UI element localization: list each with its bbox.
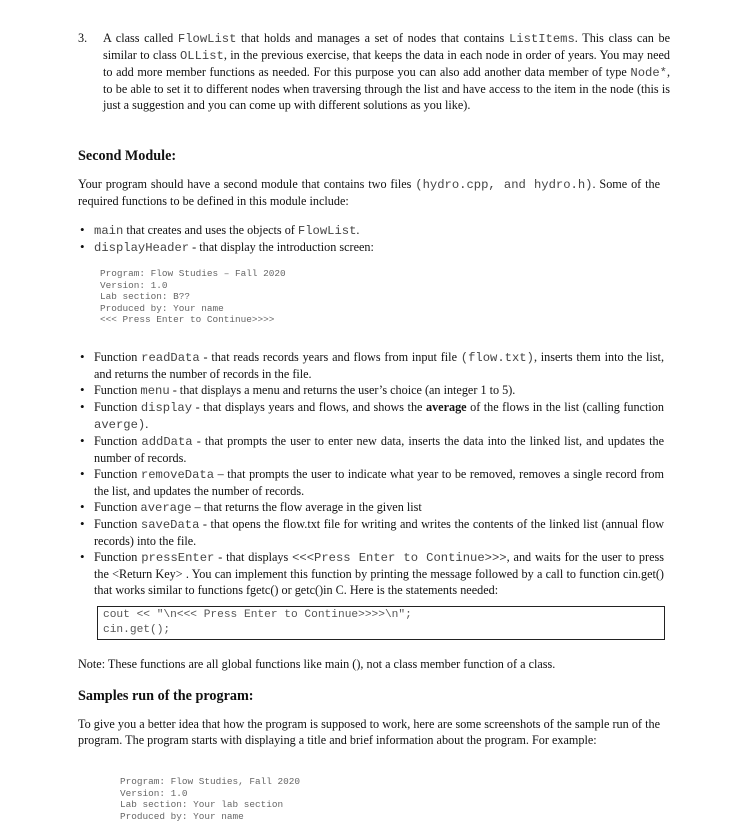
text-run: Function xyxy=(94,400,141,414)
text-run: . xyxy=(145,417,149,431)
code-snippet-box xyxy=(97,606,665,640)
sample-run-output xyxy=(120,776,300,822)
text-run: Function xyxy=(94,550,142,564)
item-3-text xyxy=(103,30,670,113)
text-run: – that returns the flow average in the given list xyxy=(191,500,422,514)
list-item xyxy=(78,399,664,433)
item-number: 3. xyxy=(78,31,88,45)
text-run: - that displays xyxy=(214,550,293,564)
list-item xyxy=(78,222,664,239)
code-line: cin.get(); xyxy=(103,624,171,636)
list-item xyxy=(78,516,664,549)
code-displayheader: displayHeader xyxy=(94,241,190,255)
code-removedata: removeData xyxy=(140,468,215,482)
text-run: Function xyxy=(94,517,141,531)
text-run: - that opens the flow.txt file for writing and writes the contents of the linked list (annual flow records) into the file. xyxy=(94,517,664,548)
second-module-paragraph xyxy=(78,176,660,209)
code-line: Version: 1.0 xyxy=(120,787,188,799)
code-line: <<< Press Enter to Continue>>>> xyxy=(100,314,275,326)
samples-heading: Samples run of the program: xyxy=(78,688,254,704)
code-ollist: OLList xyxy=(179,49,224,63)
list-item xyxy=(78,466,664,499)
text-run: . Some of the required functions to be defined in this module include: xyxy=(78,177,660,208)
text-run: Function xyxy=(94,500,141,514)
code-listitems: ListItems xyxy=(508,32,575,46)
text-run: - that prompts the user to enter new data, inserts the data into the linked list, and updates the number of records. xyxy=(94,434,664,465)
code-line: Produced by: Your name xyxy=(100,302,224,314)
text-run: Function xyxy=(94,434,142,448)
samples-paragraph: To give you a better idea that how the program is supposed to work, here are some screenshots of the sample run of the program. The program starts with displaying a title and brief information about the program. For example: xyxy=(78,717,660,747)
text-run: Function xyxy=(94,350,142,364)
text-run: , inserts them into the list, and returns the number of records in the file. xyxy=(94,350,664,381)
list-item xyxy=(78,239,664,256)
code-node-ptr: Node* xyxy=(630,66,667,80)
list-item xyxy=(78,382,664,399)
text-run: Your program should have a second module that contains two files xyxy=(78,177,416,191)
second-module-heading: Second Module: xyxy=(78,148,177,164)
code-display: display xyxy=(140,401,193,415)
note-paragraph: Note: These functions are all global functions like main (), not a class member function of a class. xyxy=(78,657,556,671)
text-run: that creates and uses the objects of xyxy=(123,223,298,237)
list-item xyxy=(78,549,664,598)
text-run: - that displays a menu and returns the user’s choice (an integer 1 to 5). xyxy=(169,383,516,397)
text-run: Function xyxy=(94,383,141,397)
code-savedata: saveData xyxy=(140,518,200,532)
code-press-enter-msg: <<<Press Enter to Continue>>> xyxy=(292,551,507,565)
code-flowlist: FlowList xyxy=(297,224,357,238)
bold-average: average xyxy=(425,400,467,414)
code-average: average xyxy=(140,501,192,515)
text-run: A class called xyxy=(103,31,178,45)
text-run: . xyxy=(356,223,360,237)
code-line: Produced by: Your name xyxy=(120,810,244,822)
text-run: – that prompts the user to indicate what year to be removed, removes a single record from the list, and updates the number of records. xyxy=(94,467,664,498)
text-run: , in the previous exercise, that keeps the data in each node in order of years. You may need to add more member functions as needed. For this purpose you can also add another data member of type xyxy=(103,48,670,79)
code-line: Lab section: Your lab section xyxy=(120,799,284,811)
item-3-paragraph xyxy=(78,30,670,113)
functions-list xyxy=(78,349,664,598)
list-item xyxy=(78,349,664,382)
code-menu: menu xyxy=(140,384,170,398)
text-run: . This class can be similar to class xyxy=(103,31,670,62)
text-run: , and waits for the user to press the <Return Key> . You can implement this function by printing the message followed by a call to function cin.get() that works similar to functions fgetc() or getc()in C. Here is the statements needed: xyxy=(94,550,664,597)
text-run: Function xyxy=(94,467,141,481)
text-run: - that displays years and flows, and shows the xyxy=(192,400,426,414)
module-bullet-list xyxy=(78,222,664,256)
list-item xyxy=(78,433,664,466)
code-line: Program: Flow Studies, Fall 2020 xyxy=(120,776,301,787)
code-line: Version: 1.0 xyxy=(100,279,168,291)
code-flow-txt: (flow.txt) xyxy=(460,351,534,365)
code-averge: averge) xyxy=(94,418,146,432)
code-hydro-files: (hydro.cpp, and hydro.h) xyxy=(415,178,593,192)
text-run: - that display the introduction screen: xyxy=(189,240,374,254)
code-main: main xyxy=(94,224,124,238)
code-readdata: readData xyxy=(141,351,200,365)
code-adddata: addData xyxy=(141,435,193,449)
text-run: , to be able to set it to different nodes when traversing through the list and have access to the item in the node (this is just a suggestion and you can come up with different solutions as you like). xyxy=(103,65,670,112)
code-line: Program: Flow Studies – Fall 2020 xyxy=(100,268,286,279)
code-pressenter: pressEnter xyxy=(141,551,215,565)
text-run: - that reads records years and flows from input file xyxy=(199,350,461,364)
code-flowlist: FlowList xyxy=(177,32,237,46)
text-run: that holds and manages a set of nodes that contains xyxy=(236,31,509,45)
header-sample-output xyxy=(100,268,286,326)
code-line: Lab section: B?? xyxy=(100,291,191,303)
list-item xyxy=(78,499,664,516)
code-line: cout << "\n<<< Press Enter to Continue>>>>\n"; xyxy=(103,609,412,621)
text-run: of the flows in the list (calling function xyxy=(466,400,664,414)
